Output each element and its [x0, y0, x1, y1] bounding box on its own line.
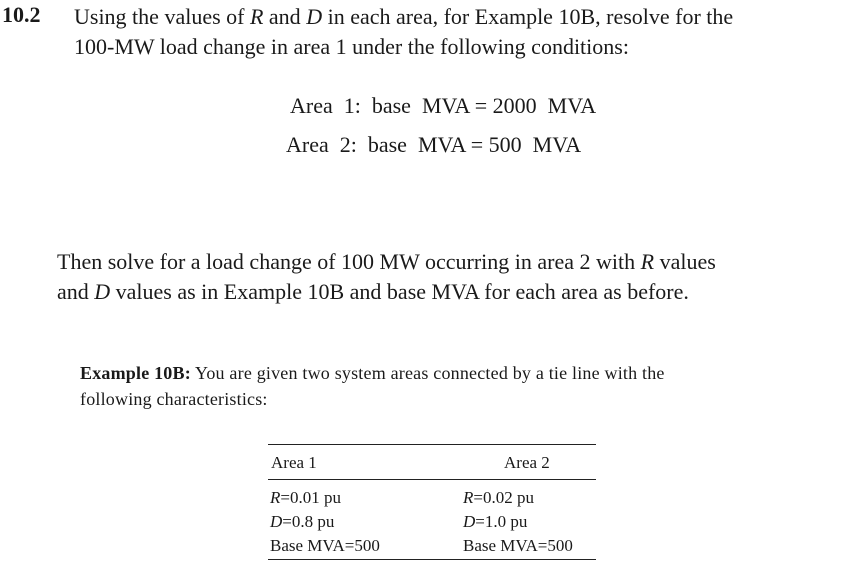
- table-bottom-rule: [268, 559, 596, 560]
- followup-statement: [57, 247, 716, 307]
- equation-area-2: Area 2: base MVA = 500 MVA: [286, 132, 582, 157]
- equation-area-1: Area 1: base MVA = 2000 MVA: [290, 93, 597, 118]
- problem-line-1: Using the values of R and D in each area, for Example 10B, resolve for the: [74, 4, 734, 29]
- problem-statement: [74, 2, 733, 62]
- table-column-area-1: [270, 486, 380, 558]
- area2-r-value: R=0.02 pu: [463, 488, 534, 507]
- problem-number: 10.2: [2, 2, 41, 27]
- area1-base-mva: Base MVA=500: [270, 536, 380, 555]
- area1-r-value: R=0.01 pu: [270, 488, 341, 507]
- problem-line-2: 100-MW load change in area 1 under the following conditions:: [74, 34, 629, 59]
- table-column-area-2: [463, 486, 573, 558]
- example-line-2: following characteristics:: [80, 389, 268, 409]
- table-header-area-2: Area 2: [504, 453, 550, 472]
- example-label: Example 10B:: [80, 363, 191, 383]
- example-line-1: Example 10B: You are given two system areas connected by a tie line with the: [80, 363, 665, 383]
- table-header-rule: [268, 479, 596, 480]
- followup-line-2: and D values as in Example 10B and base MVA for each area as before.: [57, 279, 689, 304]
- table-header-area-1: Area 1: [271, 453, 317, 472]
- example-text: [80, 360, 665, 412]
- followup-line-1: Then solve for a load change of 100 MW occurring in area 2 with R values: [57, 249, 716, 274]
- area2-d-value: D=1.0 pu: [463, 512, 528, 531]
- area2-base-mva: Base MVA=500: [463, 536, 573, 555]
- table-top-rule: [268, 444, 596, 445]
- area1-d-value: D=0.8 pu: [270, 512, 335, 531]
